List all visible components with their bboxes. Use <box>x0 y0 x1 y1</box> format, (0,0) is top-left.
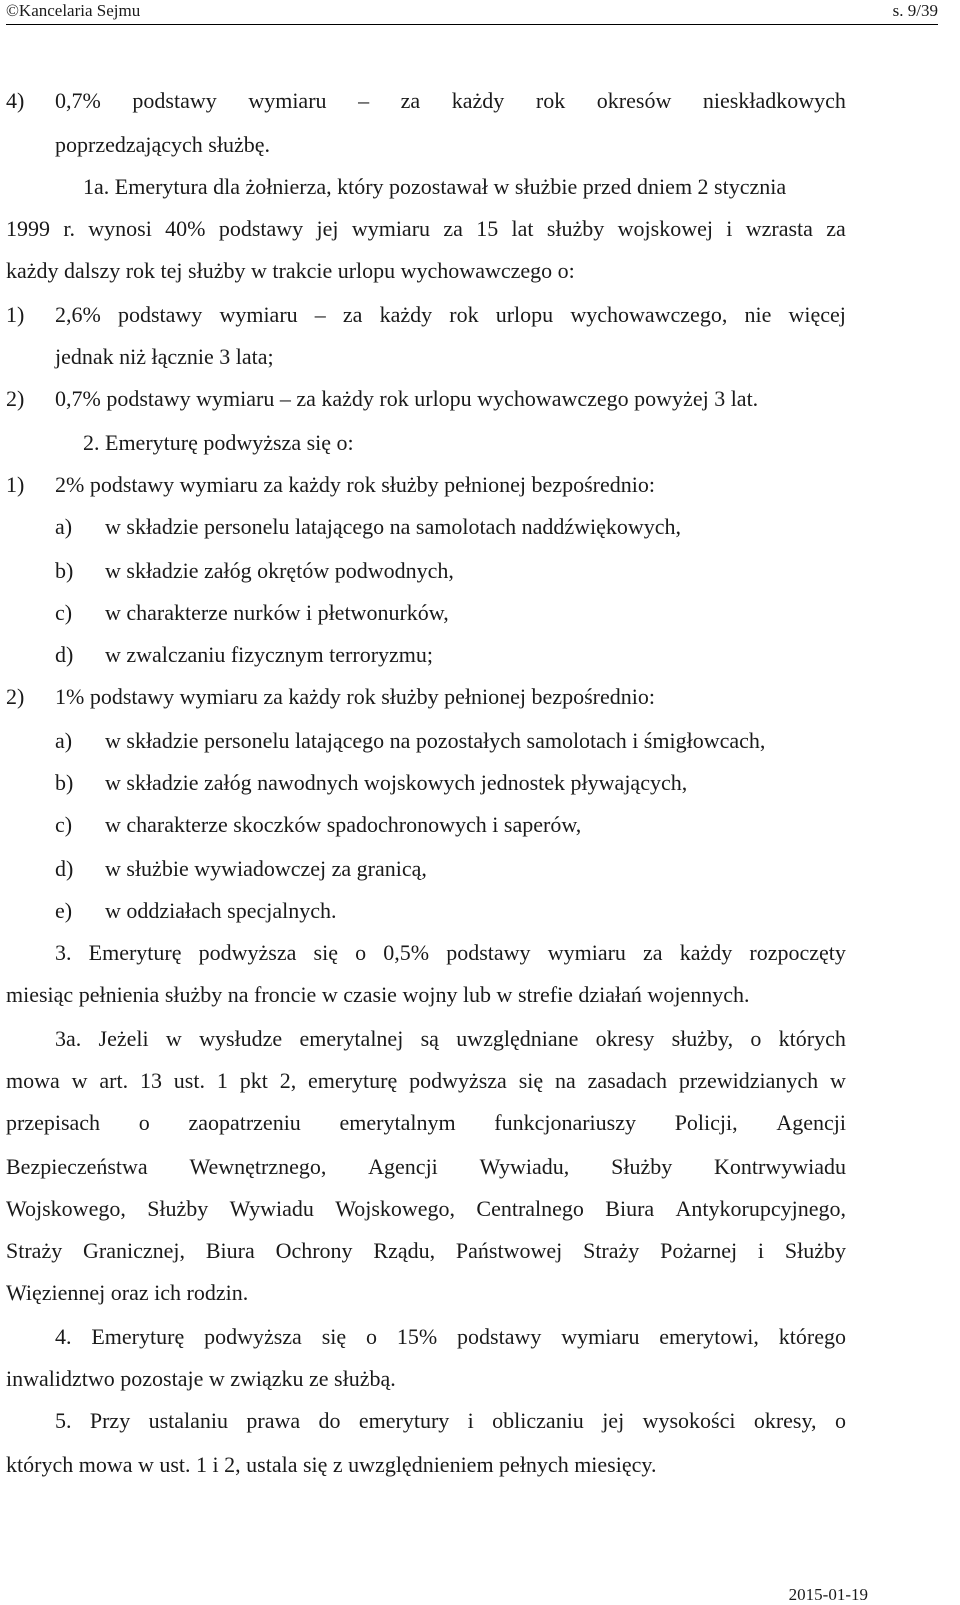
word: jej <box>602 1408 625 1433</box>
word: wychowawczego, <box>570 302 728 327</box>
word: Wojskowego, <box>6 1196 126 1221</box>
word: służby <box>546 216 605 241</box>
document-line: 1a. Emerytura dla żołnierza, który pozostawał w służbie przed dniem 2 stycznia <box>83 174 787 199</box>
word: wysokości <box>642 1408 736 1433</box>
list-item-label: a) <box>55 728 73 753</box>
document-line <box>55 1322 846 1352</box>
document-line <box>6 1066 846 1096</box>
word: urlopu <box>495 302 554 327</box>
word: więcej <box>788 302 846 327</box>
header-copyright: ©Kancelaria Sejmu <box>6 1 141 20</box>
word: mowa <box>6 1068 60 1093</box>
document-line: inwalidztwo pozostaje w związku ze służbą. <box>6 1366 396 1391</box>
document-line <box>6 1236 846 1266</box>
word: rozpoczęty <box>749 940 846 965</box>
word: uwzględniane <box>456 1026 579 1051</box>
document-line: jednak niż łącznie 3 lata; <box>55 344 274 369</box>
word: są <box>420 1026 439 1051</box>
word: Biura <box>605 1196 655 1221</box>
document-line: w charakterze skoczków spadochronowych i saperów, <box>105 812 582 837</box>
word: ust. <box>173 1068 205 1093</box>
document-line: w składzie załóg okrętów podwodnych, <box>105 558 454 583</box>
list-item-label: 1) <box>6 302 25 327</box>
word: Bezpieczeństwa <box>6 1154 148 1179</box>
word: podstawy <box>457 1324 542 1349</box>
word: obliczaniu <box>492 1408 584 1433</box>
word: jej <box>316 216 339 241</box>
word: Straży <box>583 1238 640 1263</box>
document-line: w służbie wywiadowczej za granicą, <box>105 856 427 881</box>
document-line: 2% podstawy wymiaru za każdy rok służby pełnionej bezpośrednio: <box>55 472 655 497</box>
word: Rządu, <box>373 1238 436 1263</box>
list-item-label: c) <box>55 600 73 625</box>
word: Emeryturę <box>91 1324 185 1349</box>
word: w <box>71 1068 88 1093</box>
word: 3. <box>55 940 72 965</box>
document-line: w oddziałach specjalnych. <box>105 898 337 923</box>
word: Ochrony <box>275 1238 353 1263</box>
word: i <box>757 1238 765 1263</box>
word: Agencji <box>368 1154 438 1179</box>
document-line: poprzedzających służbę. <box>55 132 270 157</box>
word: i <box>726 216 733 241</box>
list-item-label: b) <box>55 558 74 583</box>
word: w <box>165 1026 182 1051</box>
document-line <box>55 300 846 330</box>
word: 4. <box>55 1324 72 1349</box>
document-line: w charakterze nurków i płetwonurków, <box>105 600 449 625</box>
document-line: Więziennej oraz ich rodzin. <box>6 1280 249 1305</box>
word: o <box>750 1026 762 1051</box>
list-item-label: e) <box>55 898 73 923</box>
word: wymiaru <box>219 302 298 327</box>
word: zasadach <box>587 1068 668 1093</box>
word: 3a. <box>55 1026 82 1051</box>
word: Straży <box>6 1238 63 1263</box>
word: za <box>400 88 421 113</box>
document-line: w składzie personelu latającego na pozostałych samolotach i śmigłowcach, <box>105 728 766 753</box>
word: za <box>443 216 463 241</box>
word: wzrasta <box>745 216 813 241</box>
word: nieskładkowych <box>702 88 846 113</box>
word: emerytalnej <box>299 1026 404 1051</box>
word: Służby <box>147 1196 209 1221</box>
word: 15 <box>476 216 499 241</box>
word: do <box>318 1408 341 1433</box>
document-line <box>6 1194 846 1224</box>
word: Biura <box>205 1238 255 1263</box>
word: 2,6% <box>55 302 101 327</box>
word: Państwowej <box>455 1238 563 1263</box>
document-line: 0,7% podstawy wymiaru – za każdy rok urlopu wychowawczego powyżej 3 lat. <box>55 386 759 411</box>
word: podstawy <box>218 216 304 241</box>
word: 1999 <box>6 216 50 241</box>
word: Granicznej, <box>83 1238 186 1263</box>
word: emerytalnym <box>339 1110 456 1135</box>
list-item-label: 1) <box>6 472 25 497</box>
word: Agencji <box>776 1110 846 1135</box>
word: służby, <box>671 1026 734 1051</box>
document-line <box>55 86 846 116</box>
word: podwyższa <box>409 1068 507 1093</box>
document-line <box>6 1108 846 1138</box>
word: zaopatrzeniu <box>188 1110 301 1135</box>
word: rok <box>535 88 566 113</box>
word: 15% <box>396 1324 438 1349</box>
word: podwyższa <box>204 1324 302 1349</box>
word: podstawy <box>132 88 217 113</box>
word: emerytowi, <box>659 1324 759 1349</box>
word: każdy <box>379 302 433 327</box>
word: za <box>342 302 363 327</box>
word: lat <box>511 216 534 241</box>
word: Służby <box>611 1154 673 1179</box>
document-line: 2. Emeryturę podwyższa się o: <box>83 430 354 455</box>
word: podstawy <box>446 940 531 965</box>
list-item-label: a) <box>55 514 73 539</box>
document-line <box>55 1406 846 1436</box>
word: za <box>643 940 663 965</box>
word: okresów <box>596 88 672 113</box>
word: Wewnętrznego, <box>189 1154 327 1179</box>
list-item-label: 2) <box>6 684 25 709</box>
word: Centralnego <box>476 1196 584 1221</box>
word: 2, <box>279 1068 297 1093</box>
document-line: w składzie załóg nawodnych wojskowych jednostek pływających, <box>105 770 688 795</box>
word: wymiaru <box>351 216 431 241</box>
document-line: w zwalczaniu fizycznym terroryzmu; <box>105 642 434 667</box>
word: Wywiadu <box>229 1196 314 1221</box>
document-line <box>55 938 846 968</box>
word: Pożarnej <box>660 1238 738 1263</box>
word: Kontrwywiadu <box>714 1154 846 1179</box>
word: emerytury <box>358 1408 450 1433</box>
word: okresy, <box>753 1408 817 1433</box>
word: – <box>314 302 326 327</box>
word: przewidzianych <box>678 1068 819 1093</box>
word: każdy <box>451 88 505 113</box>
word: Antykorupcyjnego, <box>675 1196 846 1221</box>
list-item-label: d) <box>55 856 74 881</box>
word: 1 <box>216 1068 228 1093</box>
document-line: każdy dalszy rok tej służby w trakcie urlopu wychowawczego o: <box>6 258 575 283</box>
word: wymiaru <box>248 88 327 113</box>
word: emeryturę <box>308 1068 398 1093</box>
word: prawa <box>246 1408 301 1433</box>
word: r. <box>63 216 75 241</box>
word: wojskowej <box>617 216 713 241</box>
word: funkcjonariuszy <box>494 1110 636 1135</box>
word: 0,5% <box>383 940 430 965</box>
word: nie <box>744 302 772 327</box>
word: wymiaru <box>547 940 626 965</box>
document-line: miesiąc pełnienia służby na froncie w czasie wojny lub w strefie działań wojennych. <box>6 982 750 1007</box>
word: okresy <box>595 1026 655 1051</box>
header-page-number: s. 9/39 <box>892 1 938 20</box>
word: 5. <box>55 1408 72 1433</box>
list-item-label: b) <box>55 770 74 795</box>
word: i <box>467 1408 474 1433</box>
word: się <box>313 940 338 965</box>
list-item-label: c) <box>55 812 73 837</box>
word: każdy <box>679 940 733 965</box>
word: 0,7% <box>55 88 101 113</box>
word: Przy <box>89 1408 131 1433</box>
word: rok <box>449 302 479 327</box>
word: Emeryturę <box>88 940 182 965</box>
word: 13 <box>139 1068 162 1093</box>
word: wysłudze <box>199 1026 283 1051</box>
document-line <box>55 1024 846 1054</box>
word: Policji, <box>674 1110 738 1135</box>
document-line: 1% podstawy wymiaru za każdy rok służby pełnionej bezpośrednio: <box>55 684 655 709</box>
word: się <box>518 1068 544 1093</box>
word: o <box>355 940 367 965</box>
word: podstawy <box>117 302 203 327</box>
word: Wojskowego, <box>335 1196 456 1221</box>
word: ustalaniu <box>148 1408 229 1433</box>
word: o <box>366 1324 377 1349</box>
document-line: których mowa w ust. 1 i 2, ustala się z uwzględnieniem pełnych miesięcy. <box>6 1452 657 1477</box>
word: Wywiadu, <box>479 1154 570 1179</box>
footer-date: 2015-01-19 <box>788 1585 868 1604</box>
page-header <box>6 0 938 25</box>
list-item-label: 2) <box>6 386 25 411</box>
word: w <box>830 1068 846 1093</box>
word: 40% <box>165 216 206 241</box>
word: którego <box>778 1324 846 1349</box>
word: wynosi <box>88 216 152 241</box>
word: art. <box>99 1068 129 1093</box>
word: na <box>555 1068 576 1093</box>
word: Służby <box>784 1238 846 1263</box>
document-line <box>6 214 846 244</box>
word: przepisach <box>6 1110 101 1135</box>
list-item-label: d) <box>55 642 74 667</box>
document-line: w składzie personelu latającego na samolotach naddźwiękowych, <box>105 514 682 539</box>
word: których <box>778 1026 846 1051</box>
word: wymiaru <box>561 1324 640 1349</box>
word: o <box>138 1110 150 1135</box>
word: – <box>358 88 370 113</box>
list-item-label: 4) <box>6 88 25 113</box>
word: Jeżeli <box>98 1026 149 1051</box>
word: się <box>321 1324 347 1349</box>
word: pkt <box>239 1068 268 1093</box>
word: za <box>826 216 846 241</box>
document-line <box>6 1152 846 1182</box>
word: podwyższa <box>198 940 297 965</box>
word: o <box>834 1408 846 1433</box>
